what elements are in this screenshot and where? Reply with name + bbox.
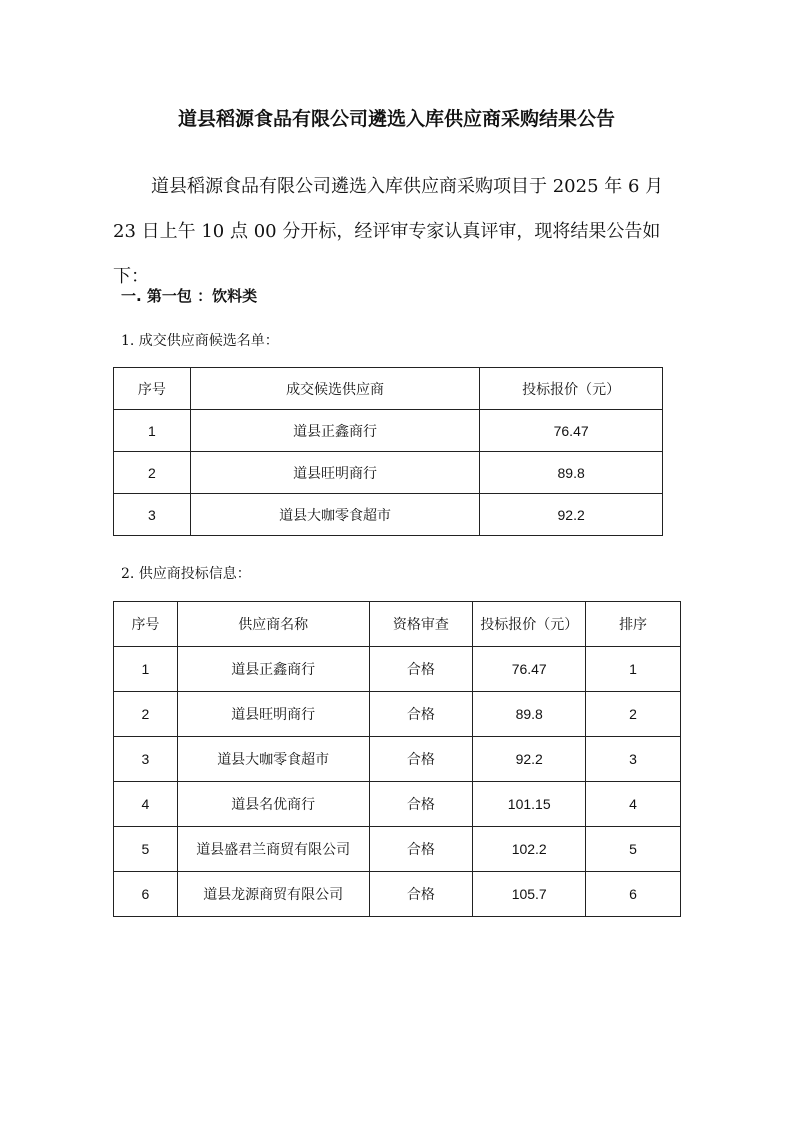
table-row: [114, 410, 663, 452]
table-row: [114, 737, 681, 782]
header-cell: 序号: [114, 602, 178, 647]
table-row: [114, 452, 663, 494]
table-header-row: [114, 602, 681, 647]
supplier-name: 道县盛君兰商贸有限公司: [177, 827, 369, 872]
table-row: [114, 494, 663, 536]
bid-price: 105.7: [473, 872, 586, 917]
table-row: [114, 782, 681, 827]
row-index: 2: [114, 452, 191, 494]
intro-paragraph: 道县稻源食品有限公司遴选入库供应商采购项目于 2025 年 6 月 23 日上午 10 点 00 分开标，经评审专家认真评审，现将结果公告如下：: [113, 176, 664, 287]
bid-price: 89.8: [480, 452, 663, 494]
qualification: 合格: [369, 647, 473, 692]
supplier-name: 道县旺明商行: [190, 452, 479, 494]
row-index: 4: [114, 782, 178, 827]
qualification: 合格: [369, 782, 473, 827]
row-index: 1: [114, 647, 178, 692]
supplier-name: 道县大咖零食超市: [177, 737, 369, 782]
supplier-name: 道县旺明商行: [177, 692, 369, 737]
row-index: 2: [114, 692, 178, 737]
table-row: [114, 692, 681, 737]
supplier-name: 道县正鑫商行: [177, 647, 369, 692]
qualification: 合格: [369, 827, 473, 872]
bid-price: 101.15: [473, 782, 586, 827]
section-heading: 一. 第一包 ：饮料类: [121, 287, 258, 305]
bid-price: 92.2: [473, 737, 586, 782]
qualification: 合格: [369, 737, 473, 782]
bids-heading: 2. 供应商投标信息：: [121, 566, 251, 582]
supplier-name: 道县龙源商贸有限公司: [177, 872, 369, 917]
header-cell: 成交候选供应商: [190, 368, 479, 410]
candidates-heading: 1. 成交供应商候选名单：: [121, 333, 279, 349]
header-cell: 资格审查: [369, 602, 473, 647]
rank: 2: [586, 692, 681, 737]
header-cell: 序号: [114, 368, 191, 410]
supplier-name: 道县名优商行: [177, 782, 369, 827]
row-index: 3: [114, 737, 178, 782]
table-header-row: [114, 368, 663, 410]
row-index: 5: [114, 827, 178, 872]
qualification: 合格: [369, 692, 473, 737]
rank: 3: [586, 737, 681, 782]
header-cell: 投标报价（元）: [480, 368, 663, 410]
header-cell: 供应商名称: [177, 602, 369, 647]
rank: 4: [586, 782, 681, 827]
rank: 5: [586, 827, 681, 872]
bid-price: 76.47: [473, 647, 586, 692]
qualification: 合格: [369, 872, 473, 917]
bids-table: [113, 601, 681, 917]
header-cell: 投标报价（元）: [473, 602, 586, 647]
row-index: 1: [114, 410, 191, 452]
bid-price: 76.47: [480, 410, 663, 452]
table-row: [114, 647, 681, 692]
page-title: 道县稻源食品有限公司遴选入库供应商采购结果公告: [177, 108, 615, 130]
candidates-table: [113, 367, 663, 536]
row-index: 3: [114, 494, 191, 536]
table-row: [114, 872, 681, 917]
rank: 1: [586, 647, 681, 692]
row-index: 6: [114, 872, 178, 917]
rank: 6: [586, 872, 681, 917]
bid-price: 92.2: [480, 494, 663, 536]
supplier-name: 道县正鑫商行: [190, 410, 479, 452]
table-row: [114, 827, 681, 872]
bid-price: 102.2: [473, 827, 586, 872]
header-cell: 排序: [586, 602, 681, 647]
bid-price: 89.8: [473, 692, 586, 737]
supplier-name: 道县大咖零食超市: [190, 494, 479, 536]
